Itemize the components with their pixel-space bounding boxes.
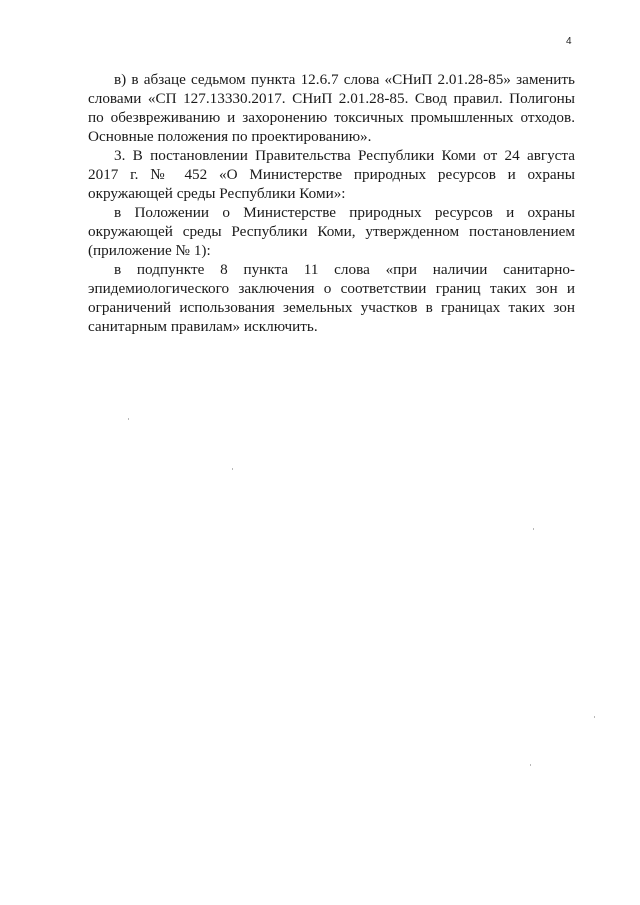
paragraph-item-3: 3. В постановлении Правительства Республики Коми от 24 августа 2017 г. № 452 «О Министерстве природных ресурсов и охраны окружающей среды Республики Коми»: xyxy=(88,147,575,202)
scan-speck xyxy=(232,468,233,470)
scan-speck xyxy=(533,528,534,530)
paragraph-regulation: в Положении о Министерстве природных ресурсов и охраны окружающей среды Республики Коми, утвержденном постановлением (приложение № 1): xyxy=(88,204,575,259)
page-number: 4 xyxy=(566,36,572,47)
scan-speck xyxy=(128,418,129,420)
scan-speck xyxy=(594,716,595,718)
scan-speck xyxy=(530,764,531,766)
paragraph-subitem-8: в подпункте 8 пункта 11 слова «при наличии санитарно-эпидемиологического заключения о соответствии границ таких зон и ограничений использования земельных участков в границах таких зон санитарным правилам» исключить. xyxy=(88,261,575,335)
document-body xyxy=(88,70,575,336)
paragraph-amendment-v: в) в абзаце седьмом пункта 12.6.7 слова «СНиП 2.01.28-85» заменить словами «СП 127.13330.2017. СНиП 2.01.28-85. Свод правил. Полигоны по обезвреживанию и захоронению токсичных промышленных отходов. Основные положения по проектированию». xyxy=(88,71,575,145)
